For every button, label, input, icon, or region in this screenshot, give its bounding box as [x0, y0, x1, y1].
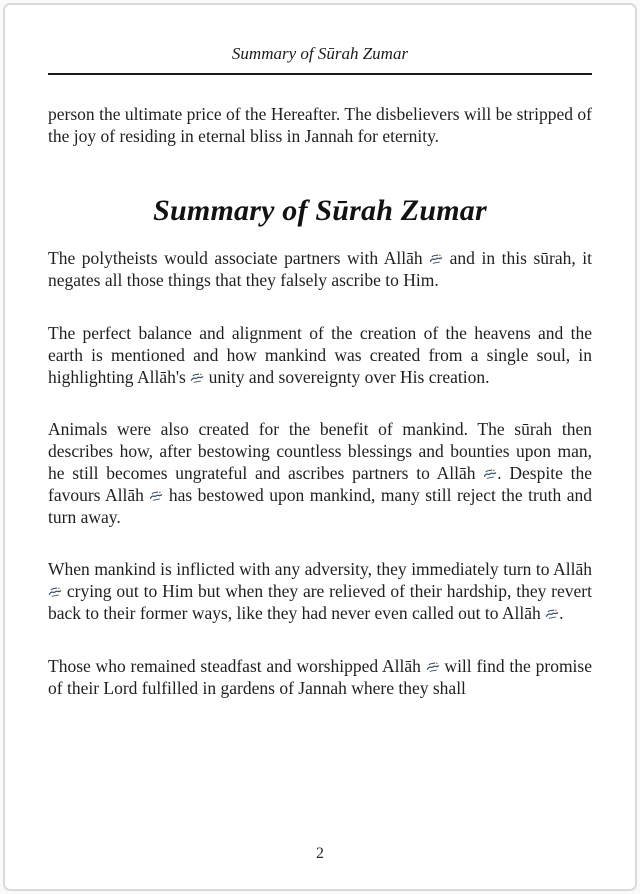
- allah-honorific-icon: [426, 660, 440, 673]
- allah-honorific-icon: [48, 585, 62, 598]
- header-rule: [48, 73, 592, 75]
- allah-honorific-icon: [483, 467, 497, 480]
- body-paragraph: The polytheists would associate partners with Allāh and in this sūrah, it negates all those things that they falsely ascribe to Him.: [48, 248, 592, 291]
- page-number: 2: [316, 845, 324, 862]
- book-page: [3, 3, 637, 891]
- body-paragraphs: [48, 248, 592, 699]
- body-paragraph: Animals were also created for the benefit of mankind. The sūrah then describes how, after bestowing countless blessings and bounties upon man, he still becomes ungrateful and ascribes partners to Allāh . Despite the favours Allāh has bestowed upon mankind, many still reject the truth and turn away.: [48, 419, 592, 527]
- running-header: Summary of Sūrah Zumar: [231, 44, 409, 63]
- page-content: [48, 104, 592, 699]
- allah-honorific-icon: [149, 489, 163, 502]
- allah-honorific-icon: [190, 371, 204, 384]
- body-paragraph: The perfect balance and alignment of the creation of the heavens and the earth is mentioned and how mankind was created from a single soul, in highlighting Allāh's unity and sovereignty over His creation.: [48, 322, 592, 387]
- allah-honorific-icon: [429, 252, 443, 265]
- paragraph-continuation: person the ultimate price of the Hereafter. The disbelievers will be stripped of the joy of residing in eternal bliss in Jannah for eternity.: [48, 104, 592, 146]
- body-paragraph: When mankind is inflicted with any adversity, they immediately turn to Allāh crying out to Him but when they are relieved of their hardship, they revert back to their former ways, like they had never even called out to Allāh .: [48, 559, 592, 623]
- chapter-title: Summary of Sūrah Zumar: [153, 193, 487, 227]
- body-paragraph: Those who remained steadfast and worshipped Allāh will find the promise of their Lord fulfilled in gardens of Jannah where they shall: [48, 655, 592, 698]
- allah-honorific-icon: [545, 607, 559, 620]
